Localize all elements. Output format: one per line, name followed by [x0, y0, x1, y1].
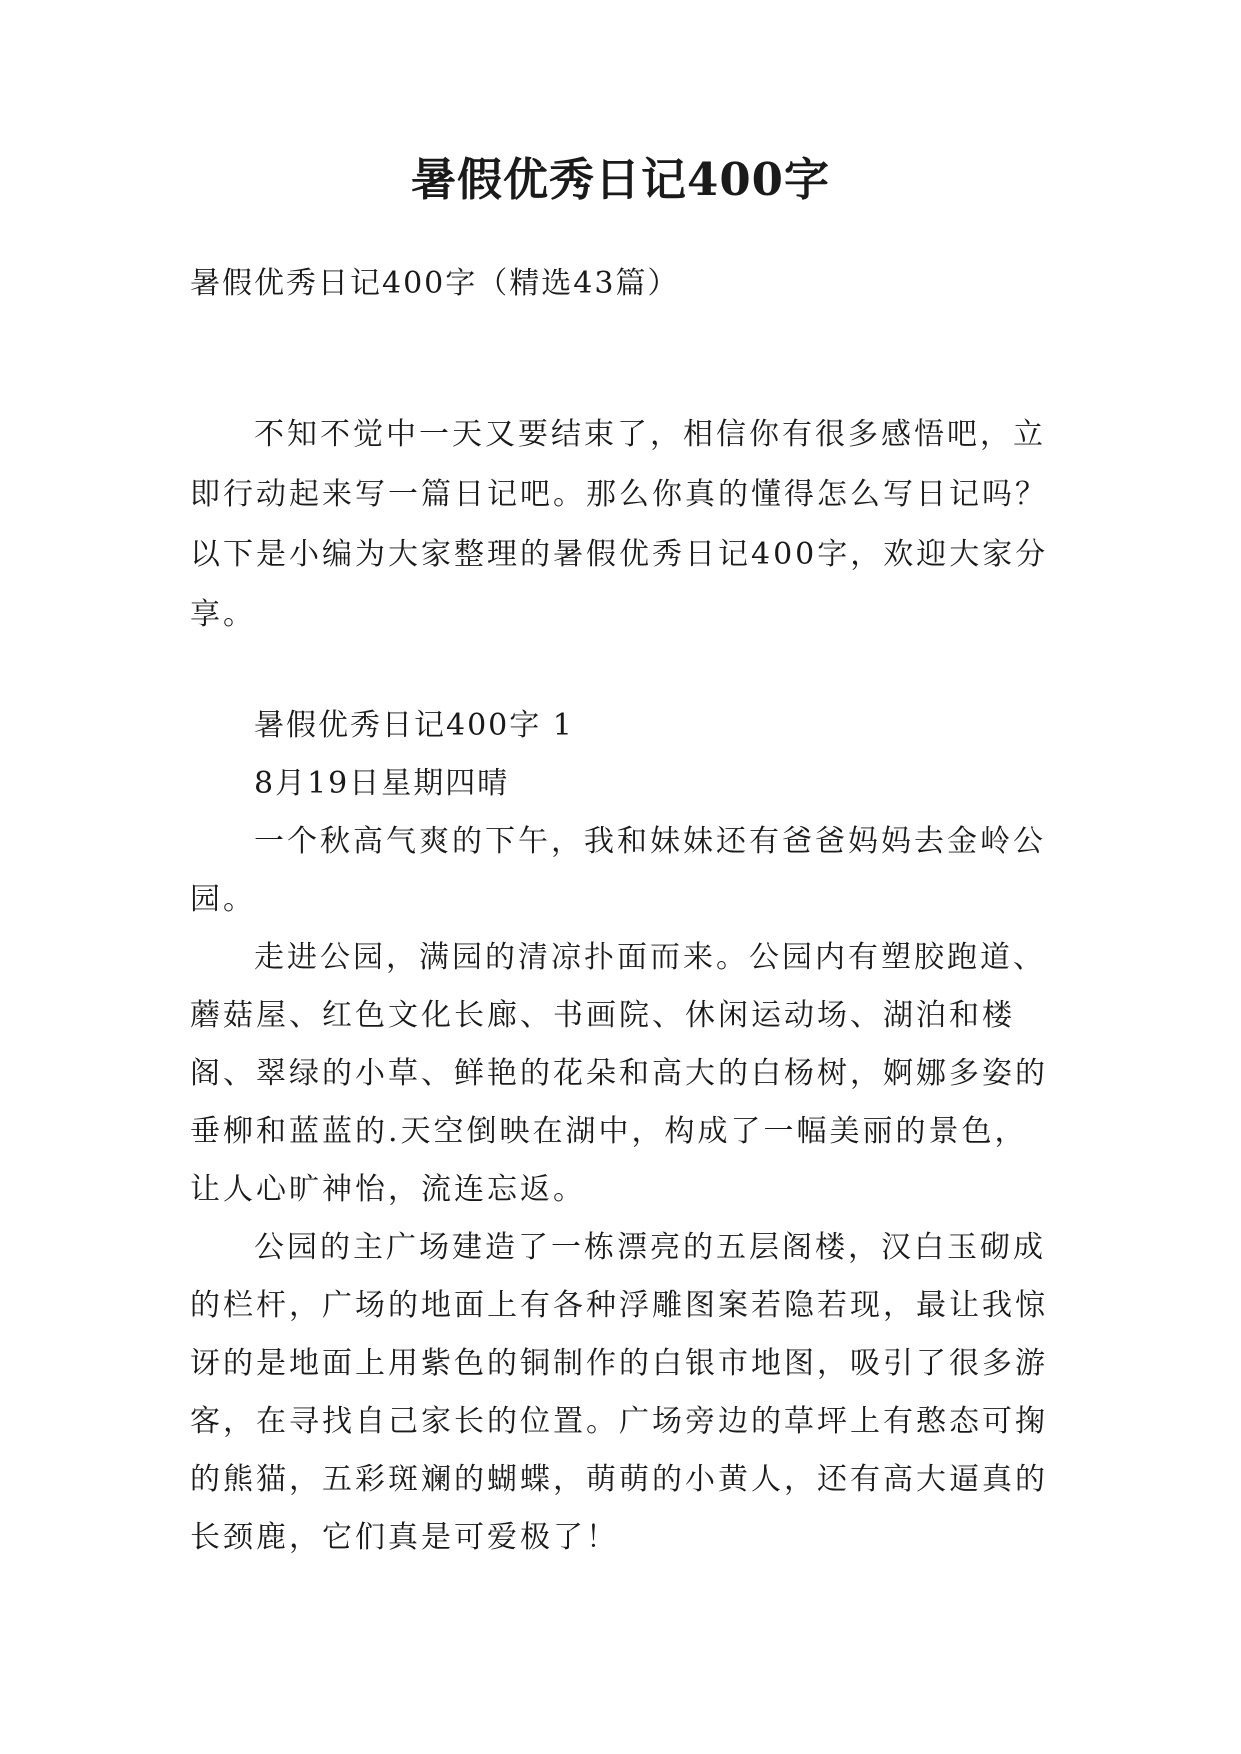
body-paragraph: 走进公园，满园的清凉扑面而来。公园内有塑胶跑道、蘑菇屋、红色文化长廊、书画院、休闲运动场、湖泊和楼阁、翠绿的小草、鲜艳的花朵和高大的白杨树，婀娜多姿的垂柳和蓝蓝的.天空倒映在湖中，构成了一幅美丽的景色，让人心旷神怡，流连忘返。: [190, 940, 1048, 1207]
body-paragraph: 公园的主广场建造了一栋漂亮的五层阁楼，汉白玉砌成的栏杆，广场的地面上有各种浮雕图案若隐若现，最让我惊讶的是地面上用紫色的铜制作的白银市地图，吸引了很多游客，在寻找自己家长的位置。广场旁边的草坪上有憨态可掬的熊猫，五彩斑斓的蝴蝶，萌萌的小黄人，还有高大逼真的长颈鹿，它们真是可爱极了！: [190, 1230, 1048, 1555]
intro-paragraph: 不知不觉中一天又要结束了，相信你有很多感悟吧，立即行动起来写一篇日记吧。那么你真的懂得怎么写日记吗？以下是小编为大家整理的暑假优秀日记400字，欢迎大家分享。: [190, 417, 1049, 632]
diary-entry: [190, 697, 1060, 1567]
section-heading: 暑假优秀日记400字 1: [254, 708, 574, 743]
body-paragraph: 一个秋高气爽的下午，我和妹妹还有爸爸妈妈去金岭公园。: [190, 824, 1046, 917]
date-line: 8月19日星期四晴: [254, 766, 510, 801]
document-subtitle: 暑假优秀日记400字（精选43篇）: [190, 266, 680, 301]
document-title: 暑假优秀日记400字: [411, 153, 830, 206]
